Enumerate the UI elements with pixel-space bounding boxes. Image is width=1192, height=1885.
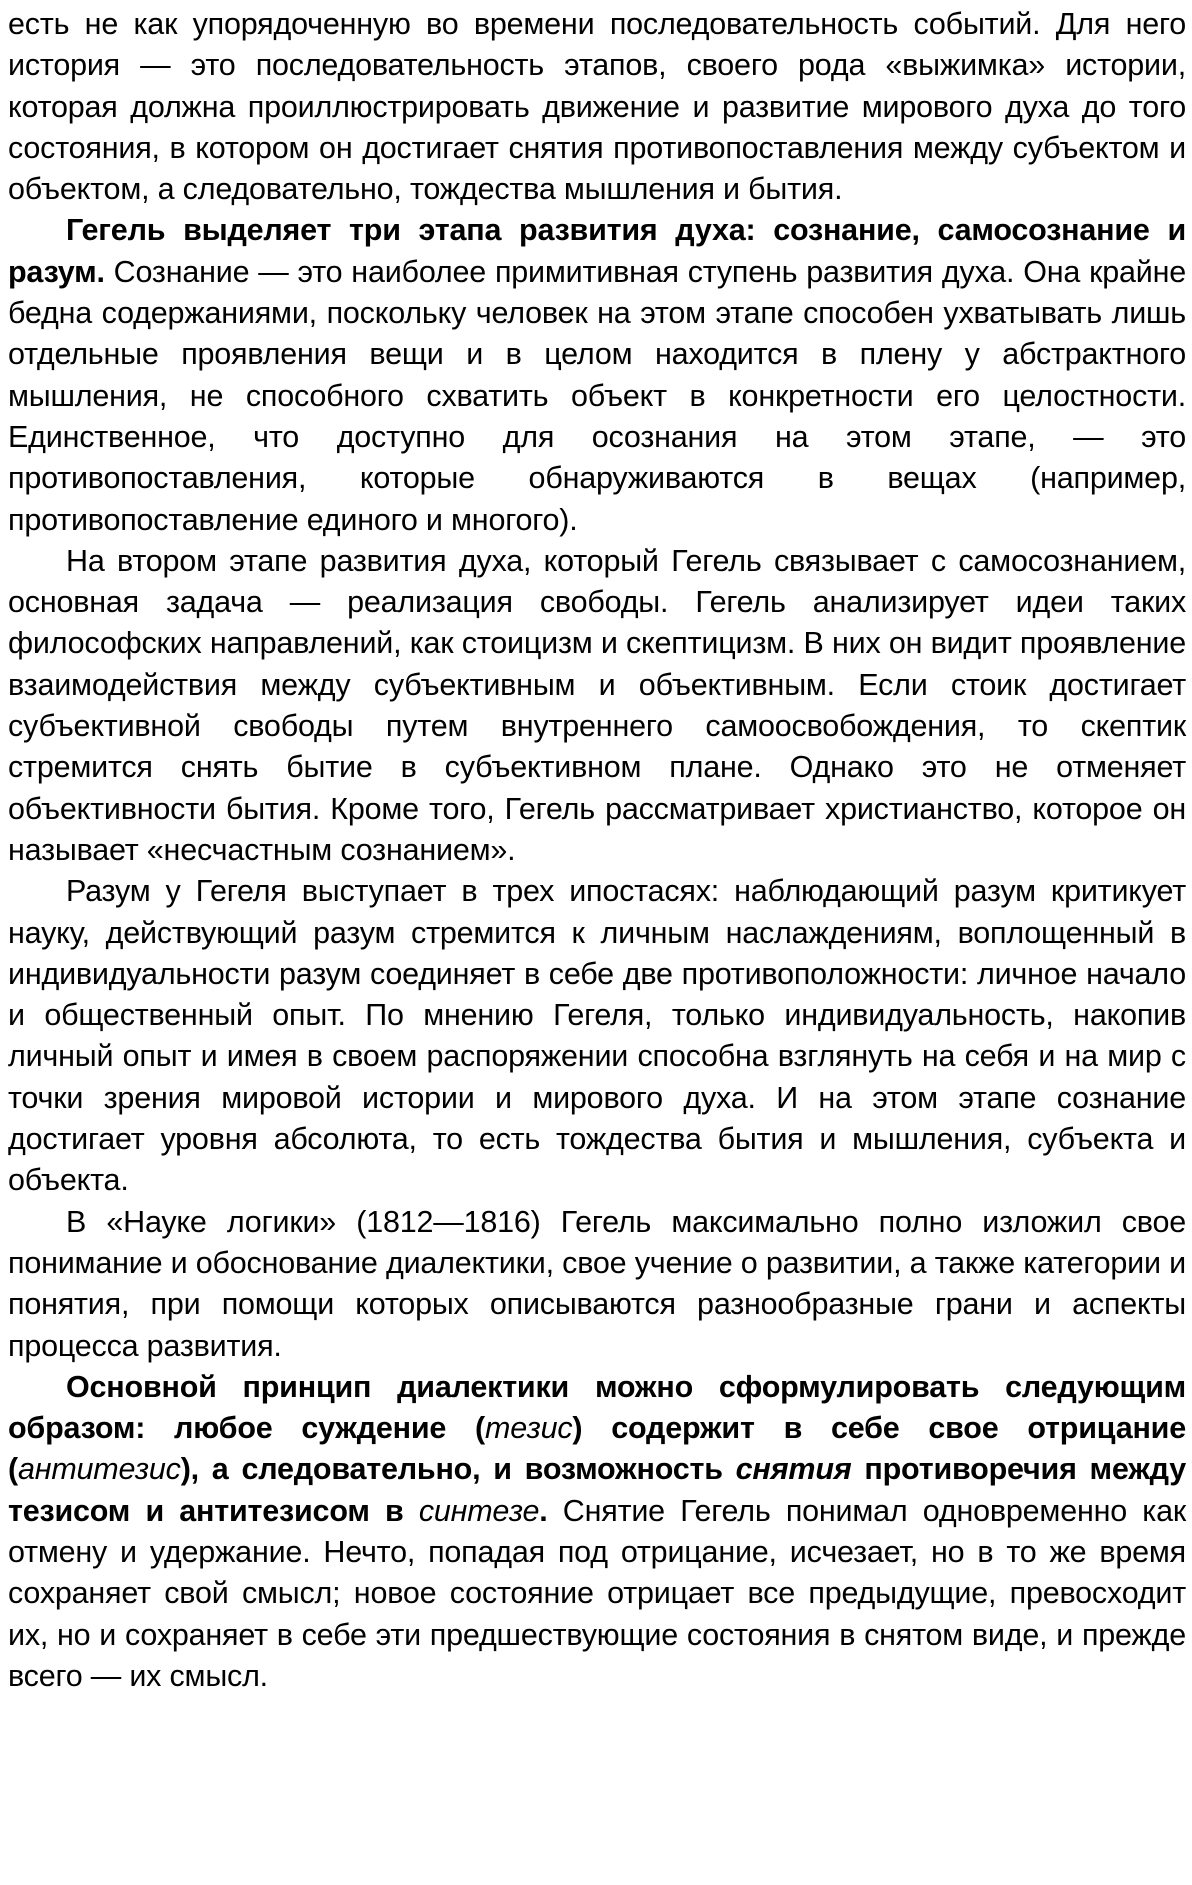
paragraph-4 (8, 871, 1186, 1201)
paragraph-3-text: На втором этапе развития духа, который Гегель связывает с самосознанием, основная задача — реализация свободы. Гегель анализирует идеи таких философских направлений, как стоицизм и скептицизм. В них он видит проявление взаимодействия между субъективным и объективным. Если стоик достигает субъективной свободы путем внутреннего самоосвобождения, то скептик стремится снять бытие в субъективном плане. Однако это не отменяет объективности бытия. Кроме того, Гегель рассматривает христианство, которое он называет «несчастным сознанием». (8, 543, 1186, 867)
paragraph-6-bold-4: противоречия между тезисом и антитезисом в (8, 1452, 1186, 1528)
paragraph-6 (8, 1367, 1186, 1697)
paragraph-6-bold-2: ) содержит в себе свое отрицание ( (8, 1411, 1186, 1487)
term-antithesis: антитезис (17, 1452, 181, 1487)
paragraph-2-text: Сознание — это наиболее примитивная ступень развития духа. Она крайне бедна содержаниями, поскольку человек на этом этапе способен ухватывать лишь отдельные проявления вещи и в целом находится в плену у абстрактного мышления, не способного схватить объект в конкретности его целостности. Единственное, что доступно для осознания на этом этапе, — это противопоставления, которые обнаруживаются в вещах (например, противопоставление единого и многого). (8, 254, 1186, 537)
term-sublation: снятия (735, 1452, 852, 1487)
term-thesis: тезис (485, 1411, 573, 1446)
paragraph-1 (8, 4, 1186, 210)
paragraph-5-text: В «Науке логики» (1812—1816) Гегель максимально полно изложил свое понимание и обоснование диалектики, свое учение о развитии, а также категории и понятия, при помощи которых описываются разнообразные грани и аспекты процесса развития. (8, 1204, 1186, 1363)
paragraph-4-text: Разум у Гегеля выступает в трех ипостасях: наблюдающий разум критикует науку, действующий разум стремится к личным наслаждениям, воплощенный в индивидуальности разум соединяет в себе две противоположности: личное начало и общественный опыт. По мнению Гегеля, только индивидуальность, накопив личный опыт и имея в своем распоряжении способна взглянуть на себя и на мир с точки зрения мировой истории и мирового духа. И на этом этапе сознание достигает уровня абсолюта, то есть тождества бытия и мышления, субъекта и объекта. (8, 874, 1186, 1198)
paragraph-6-bold-1: Основной принцип диалектики можно сформулировать следующим образом: любое суждение ( (8, 1369, 1186, 1446)
term-synthesis: синтезе (418, 1493, 540, 1528)
paragraph-6-bold-5: . (539, 1493, 548, 1528)
paragraph-6-text: Снятие Гегель понимал одновременно как отмену и удержание. Нечто, попадая под отрицание, исчезает, но в то же время сохраняет свой смысл; новое состояние отрицает все предыдущие, превосходит их, но и сохраняет в себе эти предшествующие состояния в снятом виде, и прежде всего — их смысл. (8, 1493, 1186, 1693)
paragraph-1-text: есть не как упорядоченную во времени последовательность событий. Для него история — это последовательность этапов, своего рода «выжимка» истории, которая должна проиллюстрировать движение и развитие мирового духа до того состояния, в котором он достигает снятия противопоставления между субъектом и объектом, а следовательно, тождества мышления и бытия. (8, 7, 1186, 207)
paragraph-3 (8, 541, 1186, 871)
paragraph-2 (8, 210, 1186, 540)
paragraph-5 (8, 1202, 1186, 1367)
paragraph-6-bold-3: ), а следовательно, и возможность (180, 1452, 736, 1487)
paragraph-2-bold-lead: Гегель выделяет три этапа развития духа: сознание, самосознание и разум. (8, 213, 1186, 289)
